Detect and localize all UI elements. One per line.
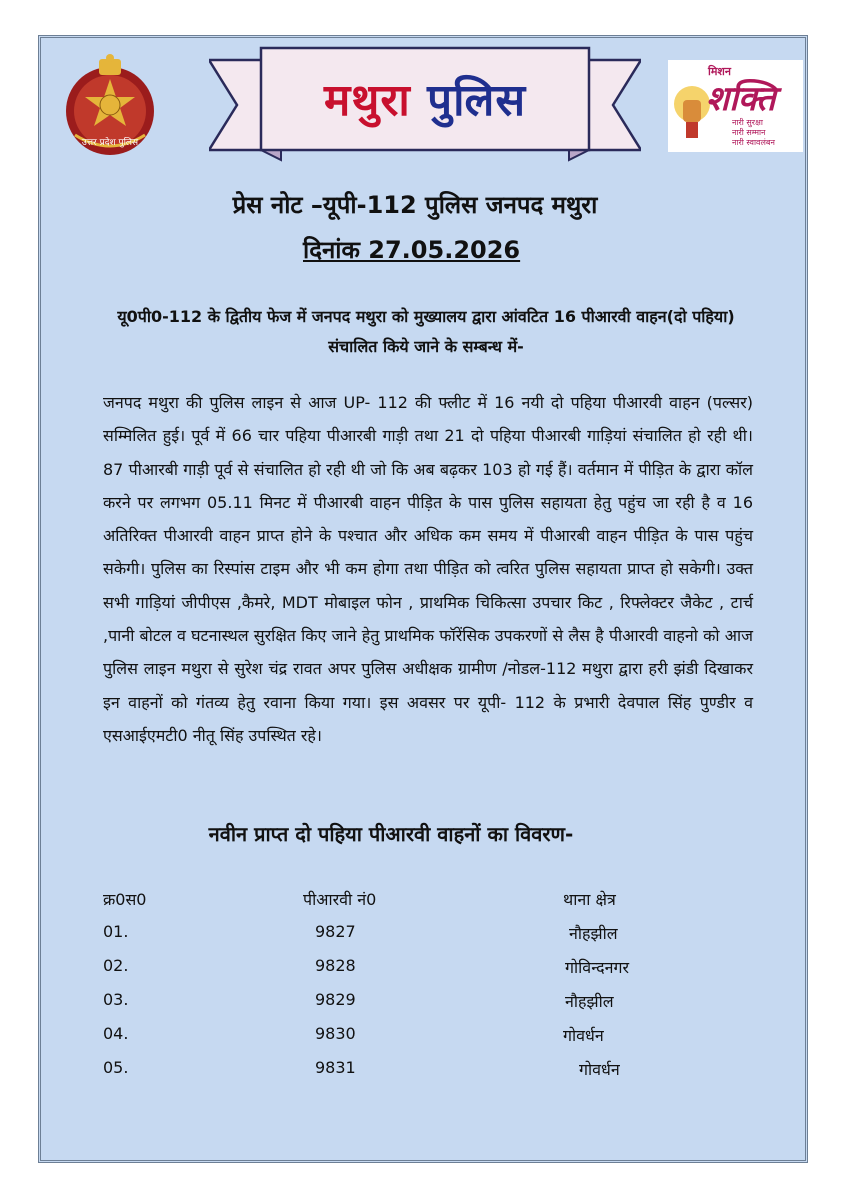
mission-word: मिशन (708, 65, 732, 78)
cell-serial: 04. (103, 1024, 129, 1043)
press-note-page (38, 35, 808, 1163)
table-header-row (103, 888, 753, 922)
cell-serial: 02. (103, 956, 129, 975)
vehicle-list-title-text: नवीन प्राप्त दो पहिया पीआरवी वाहनों का विवरण- (208, 822, 574, 846)
emblem-text: उत्तर प्रदेश पुलिस (81, 138, 139, 148)
page-banner-title (271, 68, 579, 134)
banner-title-part2: पुलिस (427, 75, 527, 126)
subject-line: यू0पी0-112 के द्वितीय फेज में जनपद मथुरा को मुख्यालय द्वारा आंवटित 16 पीआरवी वाहन(दो पहिया) संचालित किये जाने के सम्बन्ध में- (117, 307, 735, 356)
cell-police-station: नौहझील (565, 992, 614, 1011)
title-ribbon (209, 46, 641, 164)
table-row (103, 1024, 753, 1058)
mission-caption-line2: नारी सम्मान (732, 128, 766, 137)
cell-police-station: गोविन्दनगर (565, 958, 630, 977)
cell-prv-number: 9830 (315, 1024, 356, 1043)
table-row (103, 1058, 753, 1092)
up-police-emblem-icon (55, 53, 165, 158)
body-paragraph: जनपद मथुरा की पुलिस लाइन से आज UP- 112 की फ्लीट में 16 नयी दो पहिया पीआरवी वाहन (पल्सर) सम्मिलित हुई। पूर्व में 66 चार पहिया पीआरबी गाड़ी तथा 21 दो पहिया पीआरबी गाड़ियां संचालित हो रही थी। 87 पीआरबी गाड़ी पूर्व से संचालित हो रही थी जो कि अब बढ़कर 103 हो गई हैं। वर्तमान में पीड़ित के द्वारा कॉल करने पर लगभग 05.11 मिनट में पीआरबी वाहन पीड़ित के पास पुलिस सहायता हेतु पहुंच जा रही है व 16 अतिरिक्त पीआरवी वाहन प्राप्त होने के पश्चात और अधिक कम समय में पीआरबी वाहन पीड़ित के पास पहुंच सकेगी। पुलिस का रिस्पांस टाइम और भी कम होगा तथा पीड़ित को त्वरित पुलिस सहायता प्राप्त हो सकेगी। उक्त सभी गाड़ियां जीपीएस ,कैमरे, MDT मोबाइल फोन , प्राथमिक चिकित्सा उपचार किट , रिफ्लेक्टर जैकेट , टार्च ,पानी बोटल व घटनास्थल सुरक्षित किए जाने हेतु प्राथमिक फॉरेंसिक उपकरणों से लैस है पीआरवी वाहनो को आज पुलिस लाइन मथुरा से सुरेश चंद्र रावत अपर पुलिस अधीक्षक ग्रामीण /नोडल-112 मथुरा द्वारा हरी झंडी दिखाकर इन वाहनों को गंतव्य हेतु रवाना किया गया। इस अवसर पर यूपी- 112 के प्रभारी देवपाल सिंह पुण्डीर व एसआईएमटी0 नीतू सिंह उपस्थित रहे। (103, 393, 753, 745)
cell-serial: 03. (103, 990, 129, 1009)
banner-title-part1: मथुरा (323, 75, 411, 126)
header (41, 38, 805, 156)
cell-serial: 05. (103, 1058, 129, 1077)
cell-prv-number: 9829 (315, 990, 356, 1009)
cell-prv-number: 9828 (315, 956, 356, 975)
shakti-word: शक्ति (706, 79, 776, 119)
press-note-title (41, 188, 805, 221)
vehicle-list-title (41, 820, 805, 847)
table-row (103, 956, 753, 990)
cell-prv-number: 9831 (315, 1058, 356, 1077)
cell-police-station: गोवर्धन (563, 1026, 604, 1045)
press-note-date: दिनांक 27.05.2026 (303, 236, 521, 264)
header-police-station: थाना क्षेत्र (563, 890, 616, 909)
vehicle-table (103, 888, 753, 1092)
cell-prv-number: 9827 (315, 922, 356, 941)
cell-police-station: गोवर्धन (579, 1060, 620, 1079)
header-serial: क्र0स0 (103, 890, 147, 909)
table-row (103, 922, 753, 956)
press-note-title-text: प्रेस नोट –यूपी-112 पुलिस जनपद मथुरा (232, 191, 598, 219)
table-row (103, 990, 753, 1024)
cell-police-station: नौहझील (569, 924, 618, 943)
mission-caption-line1: नारी सुरक्षा (732, 118, 763, 127)
cell-serial: 01. (103, 922, 129, 941)
mission-shakti-logo (668, 60, 803, 152)
mission-caption-line3: नारी स्वावलंबन (732, 138, 775, 147)
header-prv-number: पीआरवी नं0 (303, 890, 377, 909)
